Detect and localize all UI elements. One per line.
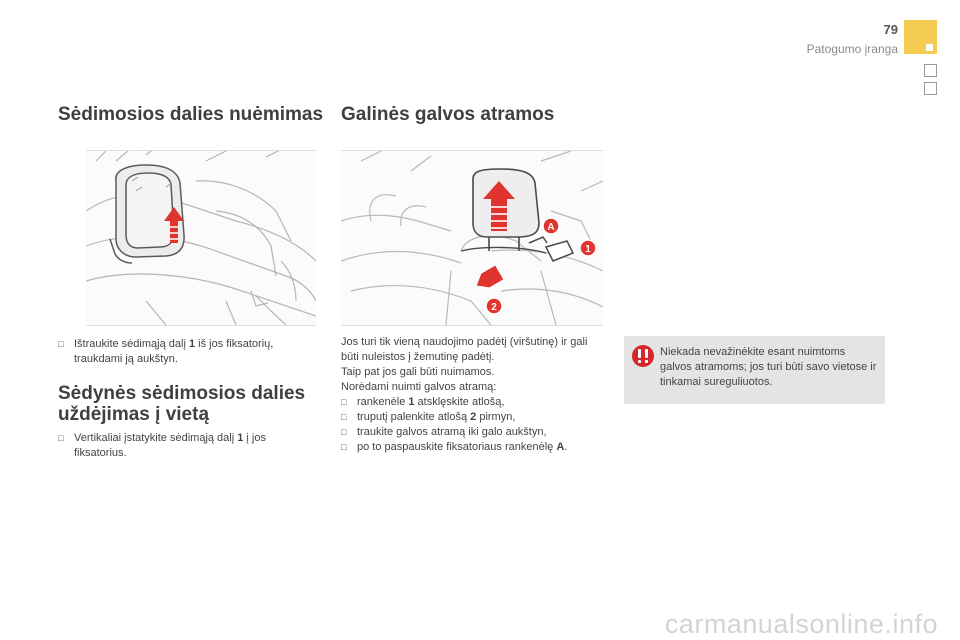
checkbox-bullet-icon: □ <box>341 442 347 452</box>
headrest-steps <box>341 395 607 455</box>
svg-text:A: A <box>547 222 555 233</box>
headrest-intro: Jos turi tik vieną naudojimo padėtį (viršutinę) ir gali būti nuleistos į žemutinę padėtį. <box>341 336 588 363</box>
watermark: carmanualsonline.info <box>664 609 938 639</box>
checkbox-bullet-icon: □ <box>341 397 347 407</box>
seat-removal-illustration <box>86 150 316 326</box>
checkbox-bullet-icon: □ <box>58 339 64 349</box>
tab-dot-icon <box>926 44 933 51</box>
checkbox-bullet-icon: □ <box>341 427 347 437</box>
chapter-tab-active[interactable] <box>904 20 937 54</box>
headrest-drawing <box>341 151 603 325</box>
checkbox-bullet-icon: □ <box>341 412 347 422</box>
svg-text:1: 1 <box>585 244 591 255</box>
list-item: □ traukite galvos atramą iki galo aukštyn, <box>341 426 547 438</box>
list-item: □ rankenėle 1 atsklęskite atlošą, <box>341 396 505 408</box>
checkbox-bullet-icon: □ <box>58 433 64 443</box>
list-item: □ Ištraukite sėdimąją dalį 1 iš jos fiksatorių, traukdami ją aukštyn. <box>58 338 274 365</box>
seat-install-title: Sėdynės sėdimosios dalies uždėjimas į vietą <box>58 383 306 425</box>
chapter-tab[interactable] <box>924 82 937 95</box>
callout-1 <box>580 240 596 256</box>
headrest-title: Galinės galvos atramos <box>341 104 555 125</box>
callout-a <box>543 218 559 234</box>
section-title: Patogumo įranga <box>806 42 898 56</box>
seat-install-steps <box>58 431 320 461</box>
headrest-intro-2: Taip pat jos gali būti nuimamos. <box>341 366 495 378</box>
callout-2 <box>486 298 502 314</box>
warning-text: Niekada nevažinėkite esant nuimtoms galvos atramoms; jos turi būti savo vietose ir tinkamai sureguliuotos. <box>660 346 877 388</box>
list-item: □ Vertikaliai įstatykite sėdimąją dalį 1 į jos fiksatorius. <box>58 432 266 459</box>
headrest-illustration <box>341 150 603 326</box>
seat-removal-steps <box>58 337 320 367</box>
warning-box <box>624 336 885 404</box>
svg-text:2: 2 <box>491 302 497 313</box>
headrest-description <box>341 335 607 455</box>
list-item: □ po to paspauskite fiksatoriaus rankenėlę A. <box>341 441 568 453</box>
chapter-tab[interactable] <box>924 64 937 77</box>
warning-exclamation-icon <box>632 345 654 367</box>
headrest-intro-3: Norėdami nuimti galvos atramą: <box>341 381 497 393</box>
seat-removal-title: Sėdimosios dalies nuėmimas <box>58 104 324 125</box>
page-number: 79 <box>883 22 898 37</box>
seat-cushion-drawing <box>86 151 316 325</box>
list-item: □ truputį palenkite atlošą 2 pirmyn, <box>341 411 516 423</box>
